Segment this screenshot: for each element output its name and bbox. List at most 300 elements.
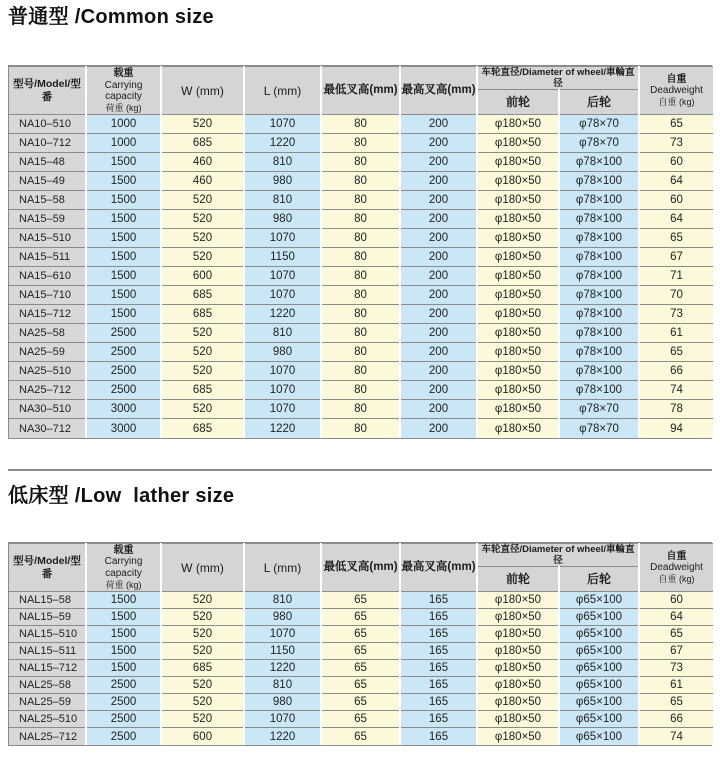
value-cell: 200 xyxy=(400,210,477,229)
value-cell: φ65×100 xyxy=(559,677,639,694)
value-cell: 980 xyxy=(244,609,321,626)
value-cell: 65 xyxy=(639,694,713,711)
value-cell: 65 xyxy=(321,677,400,694)
value-cell: 165 xyxy=(400,592,477,609)
value-cell: 65 xyxy=(321,660,400,677)
value-cell: 64 xyxy=(639,210,713,229)
table-row xyxy=(9,626,713,643)
low-lather-size-title-en: /Low lather size xyxy=(68,484,235,507)
value-cell: 685 xyxy=(161,305,244,324)
value-cell: φ180×50 xyxy=(477,677,559,694)
header-deadweight-en: Deadweight xyxy=(650,562,703,574)
model-cell: NAL15–511 xyxy=(9,643,86,660)
header-wheel-diameter-group: 车轮直径/Diameter of wheel/車輪直径 xyxy=(477,67,639,90)
value-cell: 200 xyxy=(400,305,477,324)
table-row xyxy=(9,191,713,210)
value-cell: 200 xyxy=(400,172,477,191)
value-cell: 200 xyxy=(400,362,477,381)
value-cell: 2500 xyxy=(86,694,161,711)
header-capacity-en: Carrying capacity xyxy=(104,556,143,580)
section-divider xyxy=(8,469,712,471)
model-cell: NAL15–59 xyxy=(9,609,86,626)
header-width: W (mm) xyxy=(161,543,244,591)
value-cell: φ180×50 xyxy=(477,660,559,677)
value-cell: φ78×100 xyxy=(559,305,639,324)
value-cell: 1500 xyxy=(86,643,161,660)
header-rear-wheel: 后轮 xyxy=(559,90,639,115)
value-cell: φ180×50 xyxy=(477,286,559,305)
value-cell: 80 xyxy=(321,115,400,134)
value-cell: 1500 xyxy=(86,609,161,626)
value-cell: 1500 xyxy=(86,172,161,191)
table-row xyxy=(9,286,713,305)
value-cell: 1500 xyxy=(86,248,161,267)
table-row xyxy=(9,134,713,153)
value-cell: 1500 xyxy=(86,229,161,248)
value-cell: φ180×50 xyxy=(477,210,559,229)
value-cell: φ180×50 xyxy=(477,267,559,286)
value-cell: φ65×100 xyxy=(559,609,639,626)
model-cell: NA10–712 xyxy=(9,134,86,153)
value-cell: 80 xyxy=(321,362,400,381)
value-cell: 200 xyxy=(400,381,477,400)
header-min-fork: 最低叉高(mm) xyxy=(321,543,400,591)
value-cell: 1220 xyxy=(244,419,321,438)
header-carrying-capacity xyxy=(86,543,161,591)
value-cell: 1070 xyxy=(244,229,321,248)
value-cell: 520 xyxy=(161,324,244,343)
table-row xyxy=(9,115,713,134)
value-cell: 200 xyxy=(400,115,477,134)
value-cell: 1500 xyxy=(86,305,161,324)
value-cell: 200 xyxy=(400,419,477,438)
value-cell: φ65×100 xyxy=(559,694,639,711)
value-cell: 80 xyxy=(321,153,400,172)
value-cell: 2500 xyxy=(86,711,161,728)
value-cell: 60 xyxy=(639,153,713,172)
value-cell: φ65×100 xyxy=(559,711,639,728)
value-cell: φ78×100 xyxy=(559,286,639,305)
low-lather-size-title xyxy=(8,485,712,508)
value-cell: 1500 xyxy=(86,267,161,286)
value-cell: 61 xyxy=(639,677,713,694)
value-cell: 165 xyxy=(400,677,477,694)
value-cell: 1150 xyxy=(244,248,321,267)
value-cell: 1500 xyxy=(86,626,161,643)
header-model: 型号/Model/型番 xyxy=(9,67,86,115)
table-row xyxy=(9,643,713,660)
header-capacity-jp: 荷重 (kg) xyxy=(105,580,142,590)
value-cell: 1070 xyxy=(244,711,321,728)
table-row xyxy=(9,172,713,191)
value-cell: 520 xyxy=(161,248,244,267)
value-cell: 980 xyxy=(244,210,321,229)
value-cell: φ78×100 xyxy=(559,343,639,362)
value-cell: 600 xyxy=(161,728,244,745)
value-cell: φ65×100 xyxy=(559,643,639,660)
value-cell: 1070 xyxy=(244,381,321,400)
value-cell: 810 xyxy=(244,191,321,210)
table-row xyxy=(9,324,713,343)
model-cell: NA10–510 xyxy=(9,115,86,134)
value-cell: φ78×70 xyxy=(559,400,639,419)
value-cell: φ180×50 xyxy=(477,626,559,643)
value-cell: 65 xyxy=(321,592,400,609)
value-cell: 80 xyxy=(321,229,400,248)
value-cell: 520 xyxy=(161,592,244,609)
value-cell: 165 xyxy=(400,728,477,745)
model-cell: NA15–610 xyxy=(9,267,86,286)
table-row xyxy=(9,694,713,711)
value-cell: φ65×100 xyxy=(559,728,639,745)
value-cell: 685 xyxy=(161,660,244,677)
value-cell: 810 xyxy=(244,592,321,609)
header-length: L (mm) xyxy=(244,67,321,115)
value-cell: 200 xyxy=(400,286,477,305)
model-cell: NA25–59 xyxy=(9,343,86,362)
value-cell: φ78×70 xyxy=(559,115,639,134)
value-cell: 80 xyxy=(321,381,400,400)
value-cell: 66 xyxy=(639,362,713,381)
model-cell: NAL15–712 xyxy=(9,660,86,677)
value-cell: 73 xyxy=(639,134,713,153)
model-cell: NAL15–58 xyxy=(9,592,86,609)
value-cell: 200 xyxy=(400,324,477,343)
value-cell: φ78×100 xyxy=(559,229,639,248)
header-deadweight xyxy=(639,543,713,591)
value-cell: 1070 xyxy=(244,115,321,134)
table-row xyxy=(9,248,713,267)
value-cell: 80 xyxy=(321,324,400,343)
model-cell: NA15–710 xyxy=(9,286,86,305)
value-cell: 2500 xyxy=(86,381,161,400)
value-cell: 520 xyxy=(161,343,244,362)
header-capacity-en: Carrying capacity xyxy=(104,79,143,103)
value-cell: φ180×50 xyxy=(477,419,559,438)
value-cell: 980 xyxy=(244,694,321,711)
value-cell: φ180×50 xyxy=(477,609,559,626)
value-cell: 520 xyxy=(161,643,244,660)
value-cell: φ78×70 xyxy=(559,134,639,153)
header-deadweight-jp: 自重 (kg) xyxy=(658,97,695,108)
model-cell: NA15–49 xyxy=(9,172,86,191)
value-cell: 80 xyxy=(321,343,400,362)
value-cell: 165 xyxy=(400,711,477,728)
header-max-fork: 最高叉高(mm) xyxy=(400,543,477,591)
value-cell: 80 xyxy=(321,286,400,305)
value-cell: 980 xyxy=(244,172,321,191)
value-cell: 64 xyxy=(639,172,713,191)
model-cell: NA25–510 xyxy=(9,362,86,381)
value-cell: 3000 xyxy=(86,419,161,438)
value-cell: 1070 xyxy=(244,362,321,381)
table-row xyxy=(9,660,713,677)
value-cell: 2500 xyxy=(86,324,161,343)
value-cell: 980 xyxy=(244,343,321,362)
model-cell: NAL25–510 xyxy=(9,711,86,728)
common-size-title-en: /Common size xyxy=(68,6,214,28)
value-cell: φ180×50 xyxy=(477,362,559,381)
model-cell: NA15–58 xyxy=(9,191,86,210)
value-cell: 520 xyxy=(161,400,244,419)
value-cell: 1150 xyxy=(244,643,321,660)
value-cell: 1500 xyxy=(86,592,161,609)
header-deadweight-en: Deadweight xyxy=(650,85,703,97)
model-cell: NA15–510 xyxy=(9,229,86,248)
header-length: L (mm) xyxy=(244,543,321,591)
value-cell: 2500 xyxy=(86,677,161,694)
model-cell: NA30–510 xyxy=(9,400,86,419)
value-cell: φ78×100 xyxy=(559,172,639,191)
table-row xyxy=(9,305,713,324)
value-cell: 200 xyxy=(400,134,477,153)
value-cell: 1070 xyxy=(244,626,321,643)
value-cell: φ180×50 xyxy=(477,172,559,191)
value-cell: φ180×50 xyxy=(477,381,559,400)
value-cell: 2500 xyxy=(86,362,161,381)
value-cell: 74 xyxy=(639,728,713,745)
value-cell: 67 xyxy=(639,248,713,267)
value-cell: 165 xyxy=(400,643,477,660)
header-capacity-zh: 载重 xyxy=(113,67,134,79)
value-cell: 80 xyxy=(321,248,400,267)
value-cell: 65 xyxy=(321,609,400,626)
value-cell: 80 xyxy=(321,210,400,229)
value-cell: 1220 xyxy=(244,305,321,324)
model-cell: NAL25–59 xyxy=(9,694,86,711)
value-cell: 600 xyxy=(161,267,244,286)
value-cell: 65 xyxy=(639,626,713,643)
header-deadweight xyxy=(639,67,713,115)
value-cell: 65 xyxy=(639,115,713,134)
value-cell: φ180×50 xyxy=(477,115,559,134)
value-cell: 65 xyxy=(321,694,400,711)
value-cell: 810 xyxy=(244,677,321,694)
table-row xyxy=(9,419,713,438)
value-cell: 60 xyxy=(639,191,713,210)
value-cell: 67 xyxy=(639,643,713,660)
low-lather-size-title-zh: 低床型 xyxy=(8,484,69,507)
value-cell: φ65×100 xyxy=(559,660,639,677)
table-row xyxy=(9,381,713,400)
value-cell: φ78×100 xyxy=(559,248,639,267)
common-size-table xyxy=(8,65,712,439)
value-cell: φ180×50 xyxy=(477,229,559,248)
common-size-title xyxy=(8,6,712,29)
table-row xyxy=(9,267,713,286)
model-cell: NA15–59 xyxy=(9,210,86,229)
header-capacity-zh: 载重 xyxy=(113,544,134,556)
value-cell: 2500 xyxy=(86,343,161,362)
header-model: 型号/Model/型番 xyxy=(9,543,86,591)
value-cell: 520 xyxy=(161,694,244,711)
value-cell: 520 xyxy=(161,711,244,728)
value-cell: φ78×100 xyxy=(559,362,639,381)
value-cell: 165 xyxy=(400,694,477,711)
value-cell: 1000 xyxy=(86,134,161,153)
value-cell: 80 xyxy=(321,191,400,210)
value-cell: 73 xyxy=(639,660,713,677)
table-row xyxy=(9,711,713,728)
value-cell: φ180×50 xyxy=(477,191,559,210)
model-cell: NA15–712 xyxy=(9,305,86,324)
value-cell: φ180×50 xyxy=(477,153,559,172)
value-cell: 1070 xyxy=(244,267,321,286)
value-cell: 65 xyxy=(639,343,713,362)
value-cell: φ180×50 xyxy=(477,134,559,153)
value-cell: 460 xyxy=(161,172,244,191)
value-cell: 1220 xyxy=(244,660,321,677)
value-cell: 1070 xyxy=(244,400,321,419)
value-cell: φ78×100 xyxy=(559,267,639,286)
value-cell: 70 xyxy=(639,286,713,305)
value-cell: 460 xyxy=(161,153,244,172)
table-row xyxy=(9,153,713,172)
value-cell: 65 xyxy=(321,626,400,643)
table-row xyxy=(9,609,713,626)
value-cell: 1500 xyxy=(86,286,161,305)
model-cell: NA15–48 xyxy=(9,153,86,172)
model-cell: NA25–58 xyxy=(9,324,86,343)
value-cell: 520 xyxy=(161,229,244,248)
value-cell: 3000 xyxy=(86,400,161,419)
value-cell: 80 xyxy=(321,267,400,286)
value-cell: 165 xyxy=(400,609,477,626)
value-cell: 65 xyxy=(321,711,400,728)
value-cell: φ180×50 xyxy=(477,592,559,609)
value-cell: 200 xyxy=(400,267,477,286)
value-cell: φ78×70 xyxy=(559,419,639,438)
value-cell: 520 xyxy=(161,677,244,694)
value-cell: 1070 xyxy=(244,286,321,305)
value-cell: 64 xyxy=(639,609,713,626)
value-cell: 165 xyxy=(400,660,477,677)
value-cell: 200 xyxy=(400,343,477,362)
value-cell: 200 xyxy=(400,191,477,210)
value-cell: 200 xyxy=(400,400,477,419)
value-cell: 1500 xyxy=(86,210,161,229)
value-cell: 80 xyxy=(321,400,400,419)
header-front-wheel: 前轮 xyxy=(477,90,559,115)
header-deadweight-zh: 自重 xyxy=(666,73,687,85)
model-cell: NA30–712 xyxy=(9,419,86,438)
value-cell: 80 xyxy=(321,419,400,438)
value-cell: 685 xyxy=(161,381,244,400)
header-min-fork: 最低叉高(mm) xyxy=(321,67,400,115)
model-cell: NA25–712 xyxy=(9,381,86,400)
table-row xyxy=(9,210,713,229)
header-deadweight-jp: 自重 (kg) xyxy=(658,574,695,585)
value-cell: 80 xyxy=(321,305,400,324)
value-cell: 1500 xyxy=(86,153,161,172)
value-cell: 810 xyxy=(244,153,321,172)
value-cell: 685 xyxy=(161,419,244,438)
value-cell: 2500 xyxy=(86,728,161,745)
value-cell: 80 xyxy=(321,134,400,153)
value-cell: 80 xyxy=(321,172,400,191)
value-cell: 810 xyxy=(244,324,321,343)
value-cell: 61 xyxy=(639,324,713,343)
header-front-wheel: 前轮 xyxy=(477,567,559,592)
value-cell: 165 xyxy=(400,626,477,643)
value-cell: 1220 xyxy=(244,134,321,153)
value-cell: φ180×50 xyxy=(477,324,559,343)
value-cell: 71 xyxy=(639,267,713,286)
value-cell: 1000 xyxy=(86,115,161,134)
value-cell: 200 xyxy=(400,248,477,267)
table-row xyxy=(9,677,713,694)
value-cell: φ78×100 xyxy=(559,324,639,343)
value-cell: 200 xyxy=(400,153,477,172)
value-cell: 65 xyxy=(639,229,713,248)
value-cell: 1220 xyxy=(244,728,321,745)
value-cell: φ78×100 xyxy=(559,381,639,400)
value-cell: 78 xyxy=(639,400,713,419)
value-cell: 66 xyxy=(639,711,713,728)
model-cell: NAL15–510 xyxy=(9,626,86,643)
value-cell: φ180×50 xyxy=(477,728,559,745)
value-cell: φ65×100 xyxy=(559,626,639,643)
value-cell: 520 xyxy=(161,626,244,643)
table-row xyxy=(9,362,713,381)
value-cell: φ180×50 xyxy=(477,248,559,267)
value-cell: 520 xyxy=(161,609,244,626)
table-row xyxy=(9,400,713,419)
model-cell: NAL25–712 xyxy=(9,728,86,745)
value-cell: φ180×50 xyxy=(477,343,559,362)
value-cell: 520 xyxy=(161,210,244,229)
value-cell: 685 xyxy=(161,134,244,153)
value-cell: 60 xyxy=(639,592,713,609)
value-cell: 65 xyxy=(321,643,400,660)
header-width: W (mm) xyxy=(161,67,244,115)
value-cell: 685 xyxy=(161,286,244,305)
value-cell: 1500 xyxy=(86,660,161,677)
table-row xyxy=(9,229,713,248)
model-cell: NA15–511 xyxy=(9,248,86,267)
value-cell: 94 xyxy=(639,419,713,438)
header-rear-wheel: 后轮 xyxy=(559,567,639,592)
value-cell: 65 xyxy=(321,728,400,745)
value-cell: φ180×50 xyxy=(477,305,559,324)
value-cell: φ180×50 xyxy=(477,711,559,728)
value-cell: φ78×100 xyxy=(559,210,639,229)
header-wheel-diameter-group: 车轮直径/Diameter of wheel/車輪直径 xyxy=(477,543,639,566)
header-capacity-jp: 荷重 (kg) xyxy=(105,103,142,114)
header-carrying-capacity xyxy=(86,67,161,115)
table-row xyxy=(9,592,713,609)
table-row xyxy=(9,728,713,745)
model-cell: NAL25–58 xyxy=(9,677,86,694)
table-row xyxy=(9,343,713,362)
value-cell: φ78×100 xyxy=(559,191,639,210)
value-cell: 200 xyxy=(400,229,477,248)
value-cell: φ180×50 xyxy=(477,400,559,419)
header-max-fork: 最高叉高(mm) xyxy=(400,67,477,115)
value-cell: 520 xyxy=(161,115,244,134)
low-lather-size-table xyxy=(8,542,712,746)
value-cell: φ78×100 xyxy=(559,153,639,172)
value-cell: 73 xyxy=(639,305,713,324)
value-cell: φ180×50 xyxy=(477,643,559,660)
value-cell: 74 xyxy=(639,381,713,400)
value-cell: 1500 xyxy=(86,191,161,210)
value-cell: φ65×100 xyxy=(559,592,639,609)
common-size-title-zh: 普通型 xyxy=(8,6,69,28)
header-deadweight-zh: 自重 xyxy=(666,550,687,562)
value-cell: 520 xyxy=(161,191,244,210)
value-cell: 520 xyxy=(161,362,244,381)
